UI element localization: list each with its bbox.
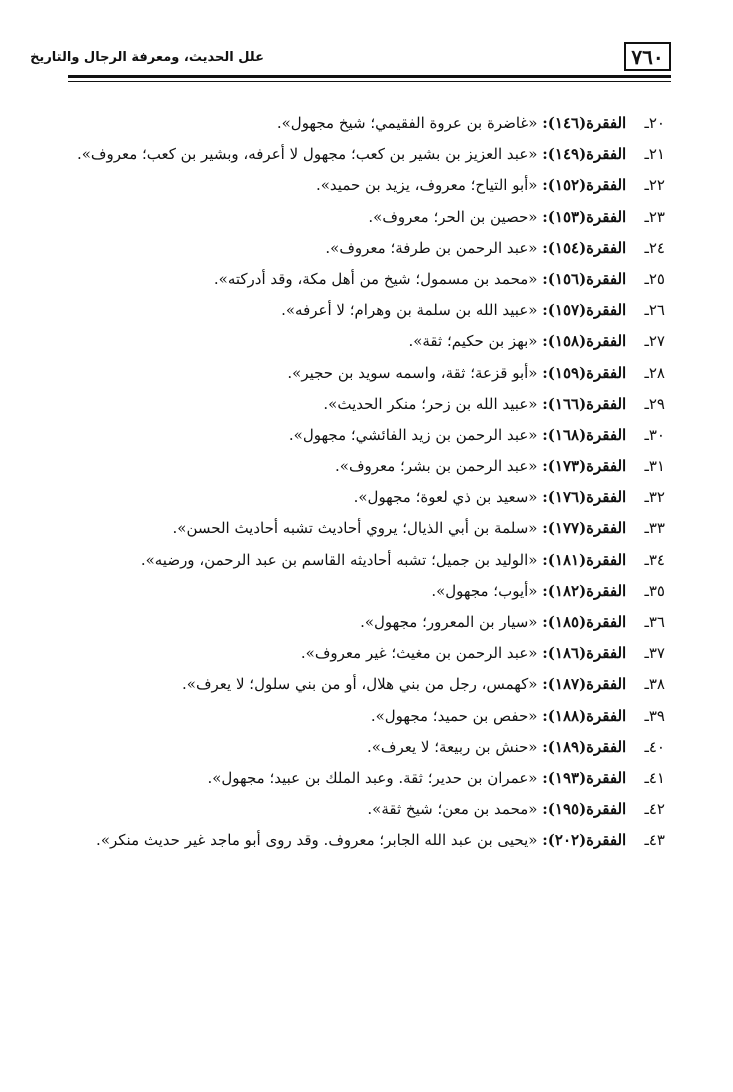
entry-text: «بهز بن حكيم؛ ثقة». [408, 332, 538, 351]
entry-number: ٢٢ـ [644, 176, 665, 195]
entry-reference: الفقرة(١٥٤): [542, 238, 627, 257]
entries-list [45, 108, 665, 857]
entry-row [45, 825, 665, 856]
entry-row [45, 794, 665, 825]
entry-row [45, 545, 665, 576]
entry-row [45, 576, 665, 607]
entry-text: «حصين بن الحر؛ معروف». [368, 207, 538, 226]
entry-text: «عبيد الله بن سلمة بن وهرام؛ لا أعرفه». [281, 301, 538, 320]
entry-reference: الفقرة(١٥٨): [542, 332, 627, 351]
entry-number: ٤٠ـ [644, 737, 665, 756]
entry-number: ٢٣ـ [644, 207, 665, 226]
entry-number: ٢٦ـ [644, 301, 665, 320]
entry-number: ٢٧ـ [644, 332, 665, 351]
entry-text: «سيار بن المعرور؛ مجهول». [360, 613, 538, 631]
entry-number: ٤١ـ [644, 768, 665, 787]
entry-text: «محمد بن معن؛ شيخ ثقة». [367, 800, 538, 819]
entry-reference: الفقرة(١٧٣): [542, 457, 627, 476]
entry-row [45, 763, 665, 794]
entry-reference: الفقرة(١٥٢): [542, 176, 627, 195]
entry-text: «محمد بن مسمول؛ شيخ من أهل مكة، وقد أدركته». [213, 269, 538, 288]
header-rule-thick [68, 75, 671, 78]
entry-reference: الفقرة(١٨٩): [542, 737, 627, 756]
entry-reference: الفقرة(١٦٨): [542, 425, 627, 444]
entry-reference: الفقرة(١٥٧): [542, 301, 627, 320]
entry-reference: الفقرة(١٩٥): [542, 800, 627, 819]
entry-text: «غاضرة بن عروة الفقيمي؛ شيخ مجهول». [276, 114, 538, 132]
entry-number: ٢٨ـ [644, 363, 665, 382]
entry-reference: الفقرة(١٨٦): [542, 644, 627, 663]
header-rule-thin [68, 81, 671, 82]
entry-text: «كهمس، رجل من بني هلال، أو من بني سلول؛ لا يعرف». [182, 675, 538, 694]
entry-row [45, 420, 665, 451]
entry-reference: الفقرة(١٨٧): [542, 675, 627, 694]
entry-text: «عمران بن حدير؛ ثقة. وعبد الملك بن عبيد؛ مجهول». [207, 768, 538, 787]
entry-number: ٢٩ـ [644, 394, 665, 413]
entry-row [45, 202, 665, 233]
entry-text: «سلمة بن أبي الذيال؛ يروي أحاديث تشبه أحاديث الحسن». [172, 519, 538, 538]
entry-reference: الفقرة(١٥٦): [542, 269, 627, 288]
entry-row [45, 513, 665, 544]
entry-row [45, 638, 665, 669]
entry-text: «عبد الرحمن بن طرفة؛ معروف». [325, 238, 538, 257]
entry-text: «حنش بن ربيعة؛ لا يعرف». [366, 737, 538, 756]
entry-reference: الفقرة(١٥٩): [542, 363, 627, 382]
entry-text: «عبد العزيز بن بشير بن كعب؛ مجهول لا أعرفه، وبشير بن كعب؛ معروف». [76, 145, 538, 164]
entry-number: ٣٨ـ [644, 675, 665, 694]
entry-reference: الفقرة(١٩٣): [542, 768, 627, 787]
entry-row [45, 389, 665, 420]
entry-row [45, 607, 665, 638]
entry-row [45, 482, 665, 513]
entry-number: ٣٢ـ [644, 488, 665, 507]
entry-number: ٣٤ـ [644, 550, 665, 569]
entry-text: «يحيى بن عبد الله الجابر؛ معروف. وقد روى أبو ماجد غير حديث منكر». [96, 831, 538, 850]
entry-reference: الفقرة(١٨٢): [542, 581, 627, 600]
entry-reference: الفقرة(١٥٣): [542, 207, 627, 226]
entry-reference: الفقرة(١٨٥): [542, 613, 627, 631]
entry-text: «حفص بن حميد؛ مجهول». [370, 706, 538, 725]
entry-text: «عبد الرحمن بن مغيث؛ غير معروف». [300, 644, 538, 663]
entry-reference: الفقرة(١٨٨): [542, 706, 627, 725]
entry-reference: الفقرة(١٦٦): [542, 394, 627, 413]
running-header: علل الحديث، ومعرفة الرجال والتاريخ [30, 50, 264, 65]
entry-number: ٣٥ـ [644, 581, 665, 600]
entry-text: «أبو قزعة؛ ثقة، واسمه سويد بن حجير». [287, 363, 538, 382]
entry-reference: الفقرة(١٧٦): [542, 488, 627, 507]
entry-row [45, 264, 665, 295]
entry-number: ٤٣ـ [644, 831, 665, 850]
entry-text: «عبد الرحمن بن زيد الفائشي؛ مجهول». [288, 425, 538, 444]
entry-number: ٤٢ـ [644, 800, 665, 819]
entry-text: «عبد الرحمن بن بشر؛ معروف». [335, 457, 538, 476]
entry-number: ٣٠ـ [644, 425, 665, 444]
entry-text: «الوليد بن جميل؛ تشبه أحاديثه القاسم بن عبد الرحمن، ورضيه». [140, 550, 538, 569]
entry-number: ٣٣ـ [644, 519, 665, 538]
entry-reference: الفقرة(١٧٧): [542, 519, 627, 538]
entry-row [45, 170, 665, 201]
entry-number: ٣٦ـ [644, 613, 665, 631]
entry-row [45, 233, 665, 264]
entry-row [45, 139, 665, 170]
entry-number: ٢٥ـ [644, 269, 665, 288]
entry-row [45, 326, 665, 357]
entry-text: «سعيد بن ذي لعوة؛ مجهول». [353, 488, 538, 507]
entry-row [45, 451, 665, 482]
entry-text: «أيوب؛ مجهول». [431, 581, 538, 600]
page-number-box [624, 42, 671, 71]
entry-number: ٢١ـ [644, 145, 665, 164]
entry-row [45, 295, 665, 326]
entry-number: ٢٤ـ [644, 238, 665, 257]
entry-text: «عبيد الله بن زحر؛ منكر الحديث». [323, 394, 538, 413]
entry-text: «أبو التياح؛ معروف، يزيد بن حميد». [315, 176, 538, 195]
entry-row [45, 732, 665, 763]
entry-row [45, 358, 665, 389]
entry-row [45, 108, 665, 139]
page-number: ٧٦٠ [631, 44, 664, 69]
entry-number: ٢٠ـ [644, 114, 665, 132]
entry-reference: الفقرة(٢٠٢): [542, 831, 627, 850]
entry-row [45, 701, 665, 732]
entry-reference: الفقرة(١٨١): [542, 550, 627, 569]
entry-reference: الفقرة(١٤٦): [542, 114, 627, 132]
entry-number: ٣٩ـ [644, 706, 665, 725]
entry-number: ٣٧ـ [644, 644, 665, 663]
entry-row [45, 669, 665, 700]
entry-reference: الفقرة(١٤٩): [542, 145, 627, 164]
entry-number: ٣١ـ [644, 457, 665, 476]
